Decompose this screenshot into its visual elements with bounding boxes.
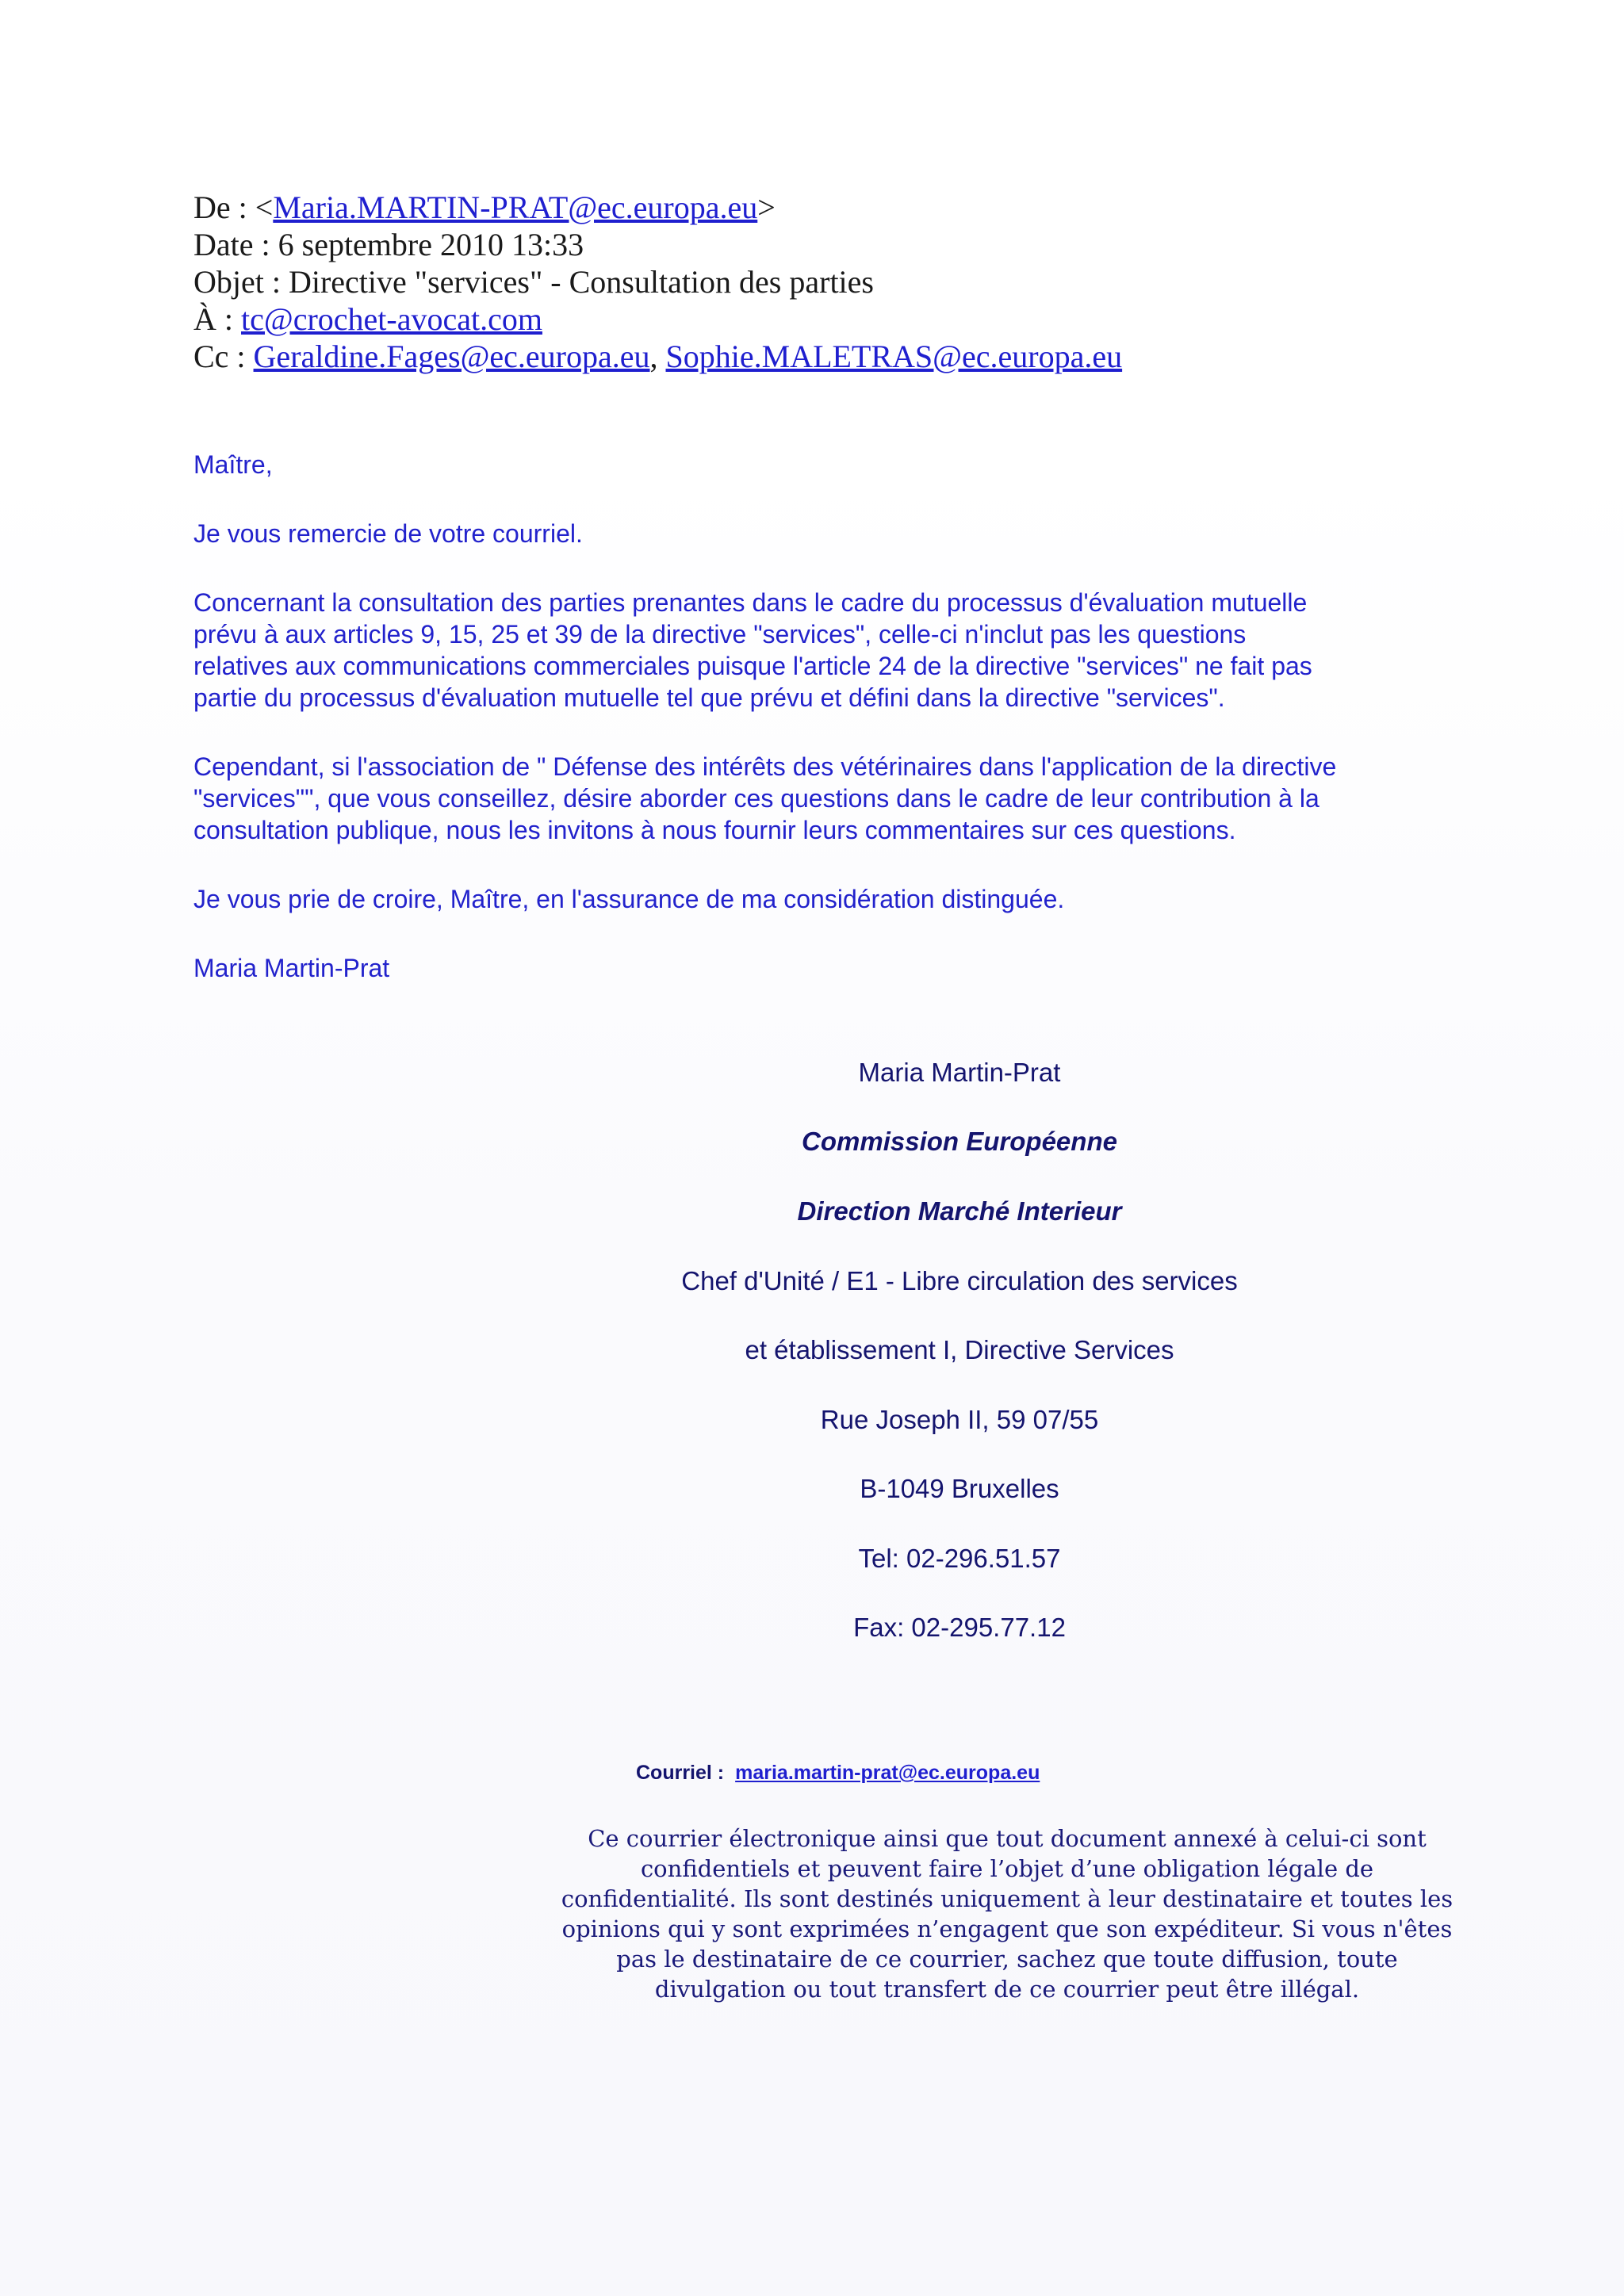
disclaimer-line: opinions qui y sont exprimées n’engagent que son expéditeur. Si vous n'êtes [561, 1915, 1453, 1942]
signature-organization: Commission Européenne [802, 1127, 1117, 1156]
disclaimer-line: confidentialité. Ils sont destinés uniquement à leur destinataire et toutes les [561, 1885, 1454, 1912]
cc-email-link-2[interactable]: Sophie.MALETRAS@ec.europa.eu [665, 339, 1123, 374]
signature-fax: Fax: 02-295.77.12 [853, 1613, 1066, 1642]
cc-separator: , [649, 339, 666, 374]
from-label: De : < [193, 189, 274, 225]
signature-position-2: et établissement I, Directive Services [745, 1335, 1174, 1364]
date-line: Date : 6 septembre 2010 13:33 [193, 227, 584, 262]
sender-name: Maria Martin-Prat [193, 954, 390, 982]
greeting: Maître, [193, 450, 273, 479]
thanks-paragraph: Je vous remercie de votre courriel. [193, 519, 583, 548]
to-email-link[interactable]: tc@crochet-avocat.com [241, 301, 542, 337]
disclaimer-line: Ce courrier électronique ainsi que tout document annexé à celui-ci sont [588, 1825, 1427, 1852]
paragraph-line: prévu à aux articles 9, 15, 25 et 39 de la directive "services", celle-ci n'inclut pas les questions [193, 620, 1247, 649]
from-line [193, 189, 1383, 226]
subject-line: Objet : Directive "services" - Consultation des parties [193, 264, 874, 300]
to-line [193, 300, 1383, 338]
courriel-line [636, 1762, 1040, 1785]
signature-city: B-1049 Bruxelles [860, 1474, 1059, 1503]
association-paragraph [193, 751, 1462, 846]
cc-line [193, 338, 1383, 375]
disclaimer-line: pas le destinataire de ce courrier, sachez que toute diffusion, toute [616, 1946, 1398, 1973]
signature-tel: Tel: 02-296.51.57 [858, 1544, 1061, 1573]
disclaimer-line: divulgation ou tout transfert de ce courrier peut être illégal. [654, 1976, 1360, 2003]
paragraph-line: partie du processus d'évaluation mutuelle tel que prévu et défini dans la directive "services". [193, 683, 1225, 712]
courriel-email-link[interactable]: maria.martin-prat@ec.europa.eu [735, 1762, 1040, 1784]
from-close: > [757, 189, 776, 225]
from-email-link[interactable]: Maria.MARTIN-PRAT@ec.europa.eu [273, 189, 758, 225]
signature-position-1: Chef d'Unité / E1 - Libre circulation des services [681, 1266, 1238, 1295]
consultation-paragraph [193, 587, 1462, 714]
closing-paragraph: Je vous prie de croire, Maître, en l'assurance de ma considération distinguée. [193, 885, 1065, 913]
cc-label: Cc : [193, 339, 254, 374]
paragraph-line: consultation publique, nous les invitons à nous fournir leurs commentaires sur ces questions. [193, 816, 1236, 844]
to-label: À : [193, 301, 241, 337]
signature-directorate: Direction Marché Interieur [797, 1196, 1122, 1226]
paragraph-line: Cependant, si l'association de " Défense des intérêts des vétérinaires dans l'application de la directive [193, 752, 1337, 781]
disclaimer-line: confidentiels et peuvent faire l’objet d’une obligation légale de [640, 1855, 1374, 1882]
signature-name: Maria Martin-Prat [858, 1058, 1061, 1087]
courriel-label: Courriel : [636, 1762, 725, 1784]
email-body [193, 449, 1462, 984]
paragraph-line: Concernant la consultation des parties prenantes dans le cadre du processus d'évaluation mutuelle [193, 588, 1308, 617]
email-header [193, 189, 1383, 375]
signature-address: Rue Joseph II, 59 07/55 [820, 1405, 1099, 1434]
paragraph-line: relatives aux communications commerciales puisque l'article 24 de la directive "services" ne fait pas [193, 652, 1312, 680]
cc-email-link-1[interactable]: Geraldine.Fages@ec.europa.eu [253, 339, 650, 374]
paragraph-line: "services"", que vous conseillez, désire aborder ces questions dans le cadre de leur contribution à la [193, 784, 1320, 813]
